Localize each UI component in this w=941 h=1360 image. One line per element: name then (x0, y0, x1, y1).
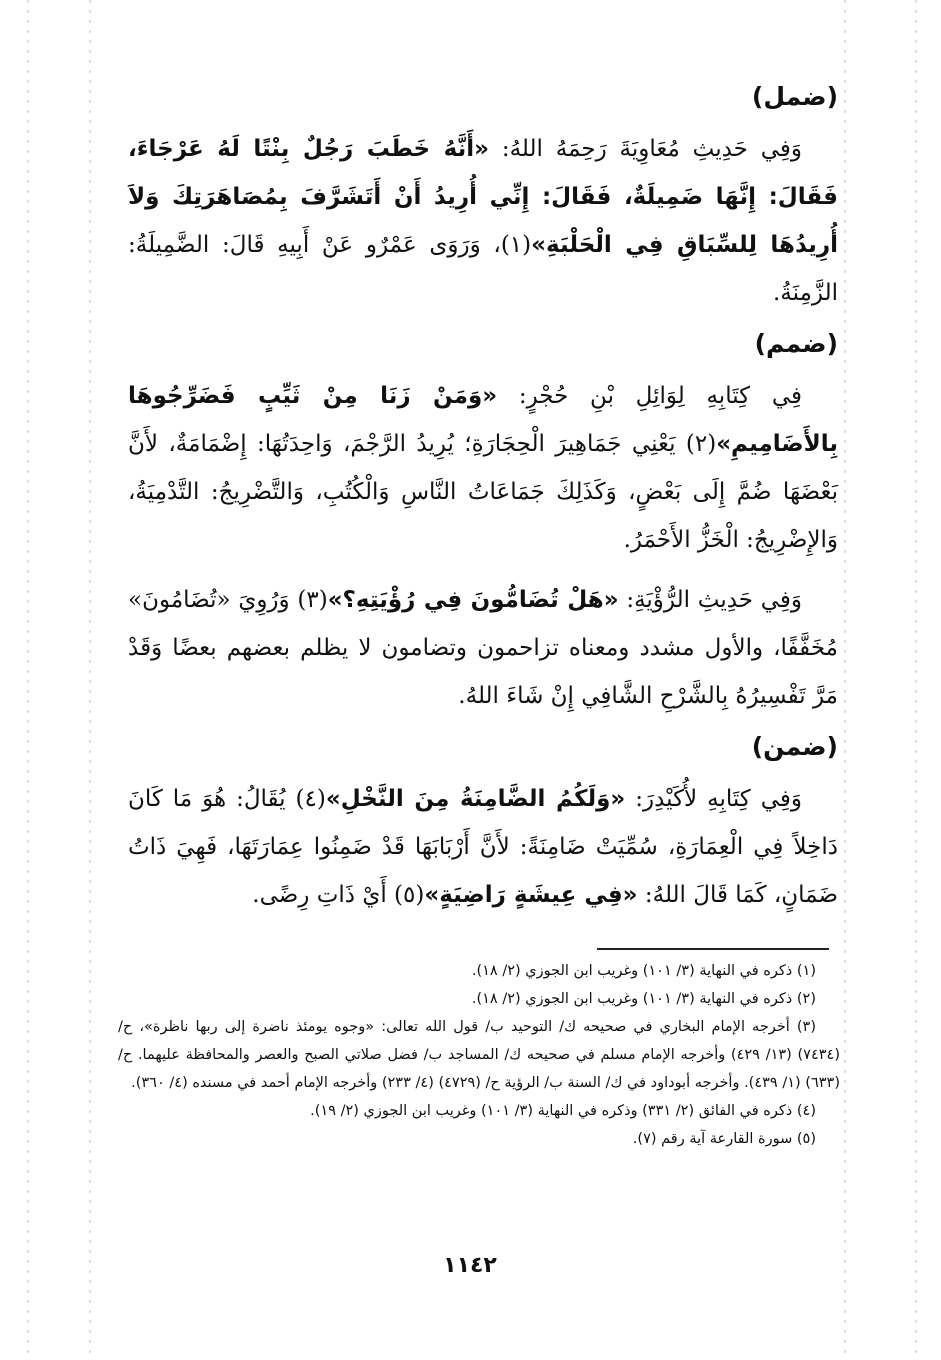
hadith-quote: «أَنَّهُ خَطَبَ رَجُلٌ بِنْتًا لَهُ عَرْجَاءَ، فَقَالَ: إِنَّهَا ضَمِيلَةٌ، فَقَالَ: إِنِّي أُرِيدُ أَنْ أَتَشَرَّفَ بِمُصَاهَرَتِكَ وَلاَ أُرِيدُهَا لِلسِّبَاقِ فِي الْحَلْبَةِ» (128, 136, 838, 258)
footnote: (٤) ذكره في الفائق (٢/ ٣٣١) وذكره في النهاية (٣/ ١٠١) وغريب ابن الجوزي (٢/ ١٩). (310, 1103, 816, 1119)
paragraph-text: وَفِي كِتَابِهِ لأُكَيْدِرَ: (625, 786, 802, 812)
paragraph-text: وَفِي حَدِيثِ الرُّؤْيَةِ: (618, 587, 803, 613)
entry-paragraph (128, 372, 838, 564)
entry-heading: (ضمن) (751, 732, 838, 761)
paragraph-text: (٤) يُقَالُ: هُوَ مَا كَانَ دَاخِلاً فِي الْعِمَارَةِ، سُمِّيَتْ ضَامِنَةً: لأَنَّ أَرْبَابَهَا قَدْ ضَمِنُوا عِمَارَتَهَا، فَهِيَ ذَاتُ ضَمَانٍ، كَمَا قَالَ اللهُ: (128, 786, 838, 908)
paragraph-text: (٣) وَرُوِيَ «تُضَامُونَ» مُخَفَّفًا، والأول مشدد ومعناه تزاحمون وتضامون لا يظلم بعضهم بعضًا وَقَدْ مَرَّ تَفْسِيرُهُ بِالشَّرْحِ الشَّافِي إِنْ شَاءَ اللهُ. (128, 587, 838, 709)
paragraph-text: فِي كِتَابِهِ لِوَائِلِ بْنِ حُجْرٍ: (497, 383, 802, 409)
hadith-quote: «وَلَكُمُ الضَّامِنَةُ مِنَ النَّخْلِ» (325, 786, 626, 812)
entry-paragraph (128, 576, 838, 720)
paragraph-text: (٢) يَعْنِي جَمَاهِيرَ الْحِجَارَةِ؛ يُرِيدُ الرَّجْمَ، وَاحِدَتُهَا: إِضْمَامَةٌ، لأَنَّ بَعْضَهَا ضُمَّ إِلَى بَعْضٍ، وَكَذَلِكَ جَمَاعَاتُ النَّاسِ وَالْكُتُبِ، وَالتَّضْرِيجُ: التَّدْمِيَةُ، وَالإِضْرِيجُ: الْخَزُّ الأَحْمَرُ. (128, 431, 838, 553)
page-number: ١١٤٢ (443, 1253, 497, 1278)
main-text (128, 78, 838, 931)
entry-paragraph (128, 775, 838, 919)
footnote: (١) ذكره في النهاية (٣/ ١٠١) وغريب ابن الجوزي (٢/ ١٨). (471, 963, 816, 979)
paragraph-text: وَفِي حَدِيثِ مُعَاوِيَةَ رَحِمَهُ اللهُ: (489, 136, 802, 162)
footnote-separator (597, 948, 829, 950)
footnote: (٣) أخرجه الإمام البخاري في صحيحه ك/ التوحيد ب/ قول الله تعالى: «وجوه يومئذ ناضرة إلى ربها ناظرة»، ح/ (٧٤٣٤) (١٣/ ٤٢٩) وأخرجه الإمام مسلم في صحيحه ك/ المساجد ب/ فضل صلاتي الصبح والعصر والمحافظة عليهما. ح/ (٦٣٣) (١/ ٤٣٩). وأخرجه أبوداود في ك/ السنة ب/ الرؤية ح/ (٤٧٢٩) (٤/ ٢٣٣) وأخرجه الإمام أحمد في مسنده (٤/ ٣٦٠). (118, 1019, 840, 1091)
paragraph-text: (٥) أَيْ ذَاتِ رِضًى. (252, 882, 425, 908)
entry-heading: (ضمل) (751, 82, 838, 111)
paragraph-text: (١)، وَرَوَى عَمْرٌو عَنْ أَبِيهِ قَالَ: الضَّمِيلَةُ: الزَّمِنَةُ. (128, 232, 838, 306)
hadith-quote: «هَلْ تُضَامُّونَ فِي رُؤْيَتِهِ؟» (327, 587, 619, 613)
hadith-quote: «وَمَنْ زَنَا مِنْ ثَيِّبٍ فَضَرِّجُوهَا بِالأَضَامِيمِ» (128, 383, 838, 457)
footnote: (٢) ذكره في النهاية (٣/ ١٠١) وغريب ابن الجوزي (٢/ ١٨). (471, 991, 816, 1007)
hadith-quote: «فِي عِيشَةٍ رَاضِيَةٍ» (424, 882, 638, 908)
footnotes (118, 957, 840, 1153)
footnote: (٥) سورة القارعة آية رقم (٧). (632, 1131, 816, 1147)
entry-paragraph (128, 125, 838, 317)
entry-heading: (ضمم) (754, 329, 838, 358)
